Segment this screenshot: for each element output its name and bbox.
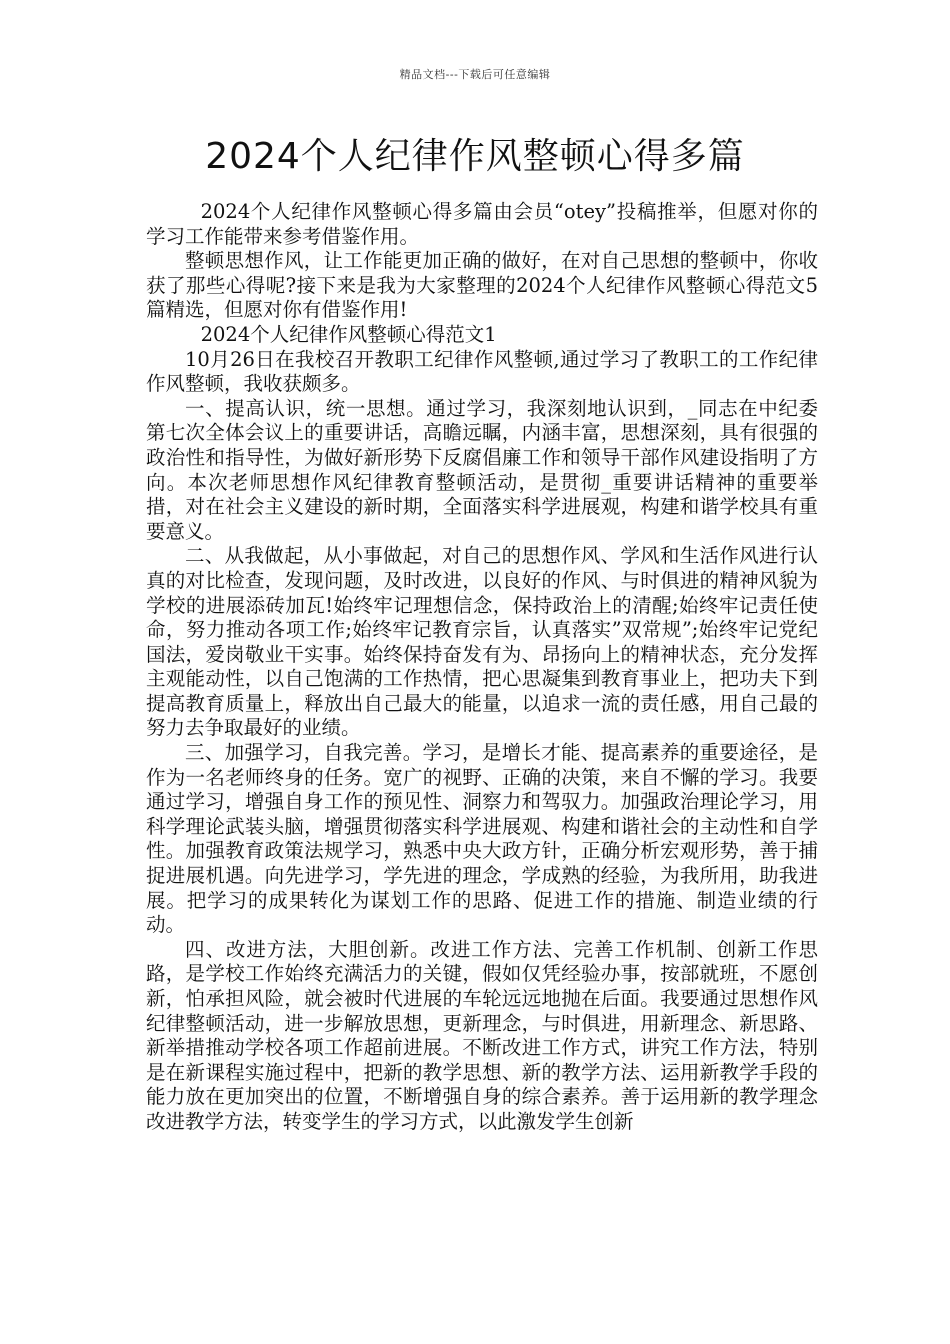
body-paragraph: 三、加强学习，自我完善。学习，是增长才能、提高素养的重要途径，是作为一名老师终身的任务。宽广的视野、正确的决策，来自不懈的学习。我要通过学习，增强自身工作的预见性、洞察力和驾驭力。加强政治理论学习，用科学理论武装头脑，增强贯彻落实科学进展观、构建和谐社会的主动性和自学性。加强教育政策法规学习，熟悉中央大政方针，正确分析宏观形势，善于捕捉进展机遇。向先进学习，学先进的理念，学成熟的经验，为我所用，助我进展。把学习的成果转化为谋划工作的思路、促进工作的措施、制造业绩的行动。 — [146, 741, 818, 937]
body-paragraph: 二、从我做起，从小事做起，对自己的思想作风、学风和生活作风进行认真的对比检查，发现问题，及时改进，以良好的作风、与时俱进的精神风貌为学校的进展添砖加瓦!始终牢记理想信念，保持政治上的清醒;始终牢记责任使命，努力推动各项工作;始终牢记教育宗旨，认真落实”双常规”;始终牢记党纪国法，爱岗敬业干实事。始终保持奋发有为、昂扬向上的精神状态，充分发挥主观能动性，以自己饱满的工作热情，把心思凝集到教育事业上，把功夫下到提高教育质量上，释放出自己最大的能量，以追求一流的责任感，用自己最的努力去争取最好的业绩。 — [146, 544, 818, 740]
lead-paragraph: 整顿思想作风，让工作能更加正确的做好，在对自己思想的整顿中，你收获了那些心得呢?接下来是我为大家整理的2024个人纪律作风整顿心得范文5篇精选，但愿对你有借鉴作用! — [146, 249, 818, 322]
section-heading: 2024个人纪律作风整顿心得范文1 — [200, 322, 497, 346]
document-title: 2024个人纪律作风整顿心得多篇 — [205, 136, 745, 177]
body-paragraph: 一、提高认识，统一思想。通过学习，我深刻地认识到，_同志在中纪委第七次全体会议上的重要讲话，高瞻远瞩，内涵丰富，思想深刻，具有很强的政治性和指导性，为做好新形势下反腐倡廉工作和领导干部作风建设指明了方向。本次老师思想作风纪律教育整顿活动，是贯彻_重要讲话精神的重要举措，对在社会主义建设的新时期，全面落实科学进展观，构建和谐学校具有重要意义。 — [146, 396, 818, 543]
document-body — [146, 200, 818, 1135]
body-paragraph: 10月26日在我校召开教职工纪律作风整顿,通过学习了教职工的工作纪律作风整顿，我收获颇多。 — [146, 347, 818, 396]
body-paragraph: 四、改进方法，大胆创新。改进工作方法、完善工作机制、创新工作思路，是学校工作始终充满活力的关键，假如仅凭经验办事，按部就班，不愿创新，怕承担风险，就会被时代进展的车轮远远地抛在后面。我要通过思想作风纪律整顿活动，进一步解放思想，更新理念，与时俱进，用新理念、新思路、新举措推动学校各项工作超前进展。不断改进工作方式，讲究工作方法，特别是在新课程实施过程中，把新的教学思想、新的教学方法、运用新教学手段的能力放在更加突出的位置，不断增强自身的综合素养。善于运用新的教学理念改进教学方法，转变学生的学习方式，以此激发学生创新 — [146, 937, 818, 1133]
header-note: 精品文档---下载后可任意编辑 — [399, 68, 551, 81]
intro-paragraph: 2024个人纪律作风整顿心得多篇由会员“otey”投稿推举，但愿对你的学习工作能带来参考借鉴作用。 — [146, 200, 818, 248]
